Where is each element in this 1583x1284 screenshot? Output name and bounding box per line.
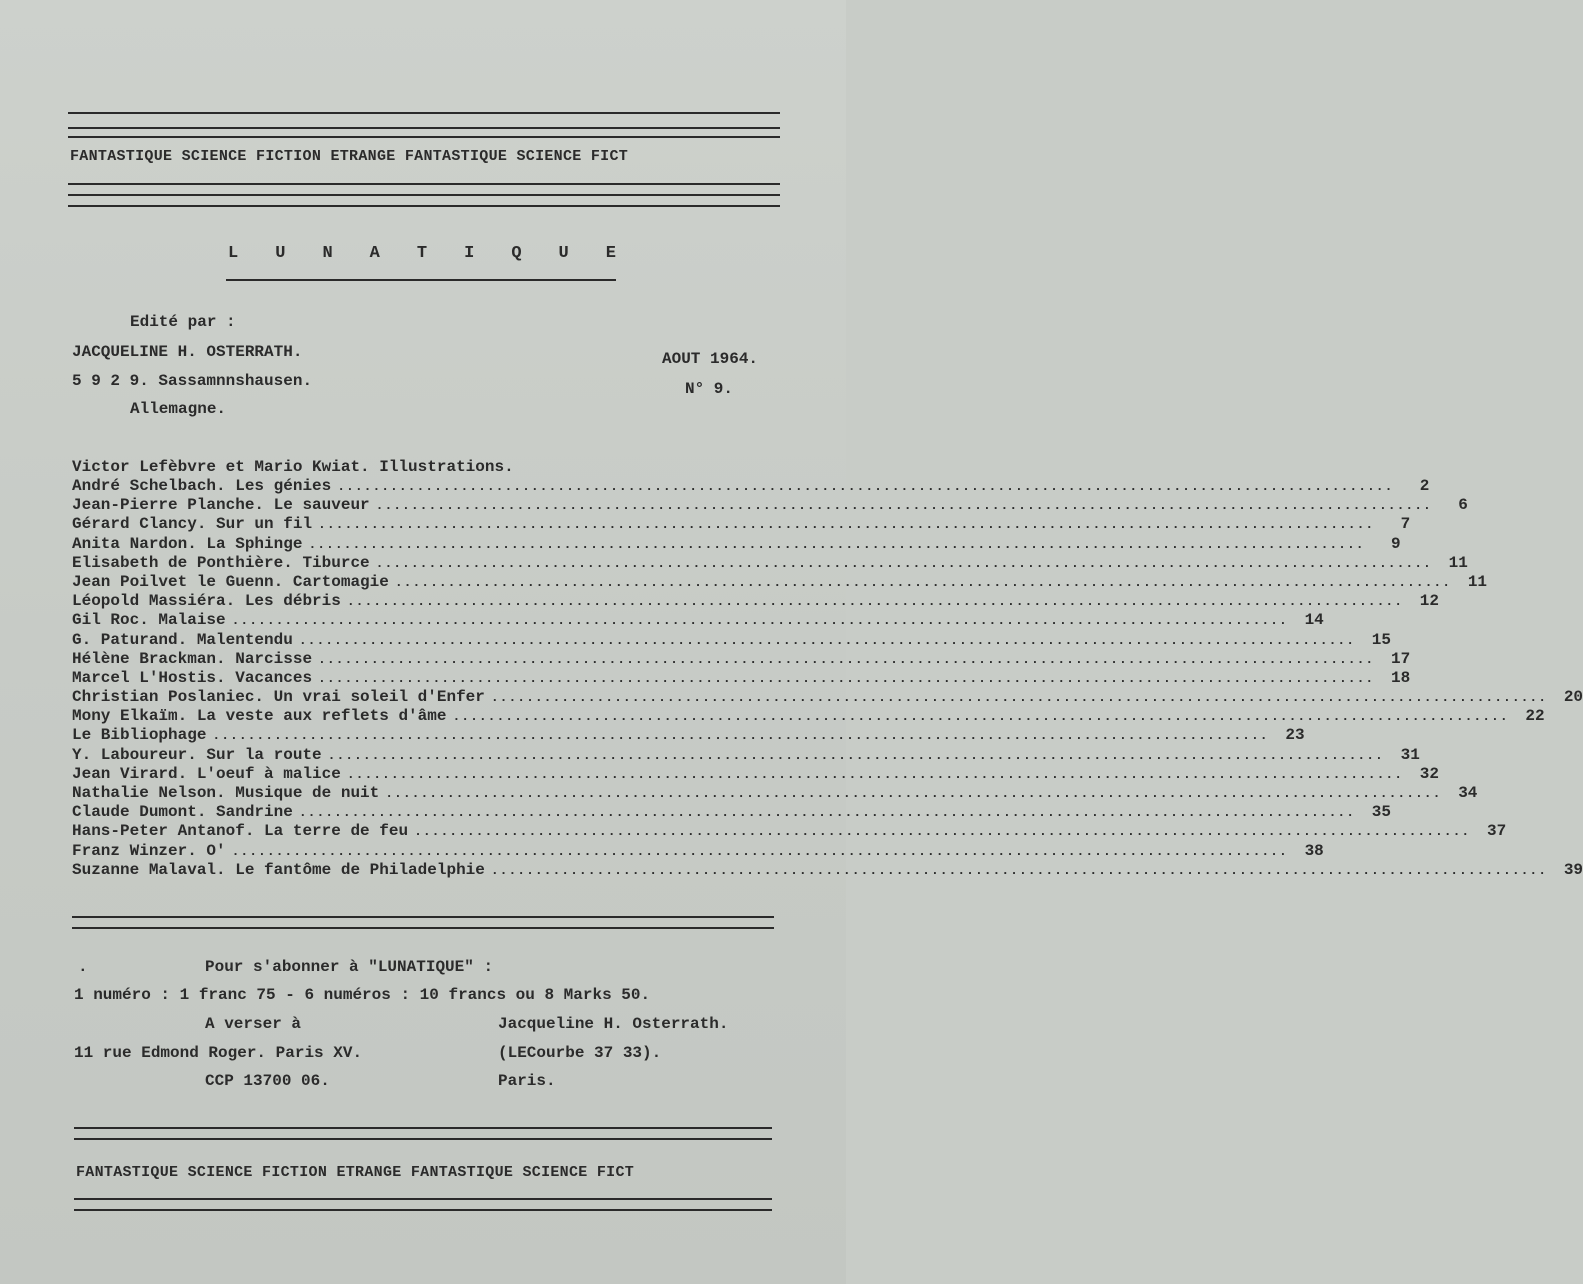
magazine-title — [228, 244, 616, 263]
toc-entry — [72, 611, 1324, 630]
edited-by-label: Edité par : — [130, 313, 236, 331]
toc-entry-title: Jean-Pierre Planche. Le sauveur — [72, 496, 370, 515]
toc-entry — [72, 534, 1401, 554]
toc-entry — [72, 630, 1391, 650]
mid-rule-2 — [72, 927, 774, 929]
toc-entry-page: 6 — [1458, 496, 1468, 515]
title-letter: E — [605, 244, 616, 263]
subscribe-heading: Pour s'abonner à "LUNATIQUE" : — [205, 958, 494, 976]
toc-entry-title: Anita Nardon. La Sphinge — [72, 534, 303, 553]
toc-entry-page: 17 — [1391, 649, 1411, 668]
toc-entry-title: Franz Winzer. O' — [72, 841, 226, 860]
toc-entry-page: 15 — [1371, 630, 1391, 649]
toc-entry-title: Léopold Massiéra. Les débris — [72, 592, 341, 611]
toc-entry-page: 38 — [1304, 841, 1324, 860]
toc-entry — [72, 668, 1411, 688]
subscribe-pay-to: A verser à — [205, 1015, 302, 1033]
toc-entry — [72, 726, 1305, 745]
toc-entry — [72, 572, 1488, 592]
toc-entry-page: 7 — [1400, 515, 1411, 534]
toc-entry-page: 14 — [1304, 611, 1324, 630]
bottom-banner: FANTASTIQUE SCIENCE FICTION ETRANGE FANTASTIQUE SCIENCE FICT — [76, 1164, 635, 1181]
toc-entry — [72, 592, 1439, 611]
subscribe-street: 11 rue Edmond Roger. Paris XV. — [74, 1044, 363, 1062]
top-rule-4 — [68, 183, 780, 185]
top-rule-3 — [68, 136, 780, 138]
toc-leader-dots: ........................................................................................................................ — [490, 690, 1548, 706]
toc-entry — [72, 515, 1411, 534]
toc-entry-page: 34 — [1458, 784, 1478, 802]
subscribe-prices: 1 numéro : 1 franc 75 - 6 numéros : 10 francs ou 8 Marks 50. — [74, 986, 651, 1004]
toc-leader-dots: ........................................................................................................................ — [231, 613, 1288, 629]
toc-entry — [72, 707, 1545, 726]
subscribe-recipient: Jacqueline H. Osterrath. — [498, 1015, 729, 1033]
title-letter: T — [416, 244, 428, 263]
toc-entry — [72, 688, 1583, 707]
title-underline — [226, 279, 616, 281]
toc-entry-page: 20 — [1563, 688, 1583, 707]
toc-entry-title: G. Paturand. Malentendu — [72, 630, 293, 649]
top-rule-5 — [68, 194, 780, 196]
toc-leader-dots: ........................................................................................................................ — [327, 747, 1384, 763]
subscribe-phone: (LECourbe 37 33). — [498, 1044, 662, 1062]
toc-entry-page: 11 — [1467, 572, 1488, 591]
table-of-contents — [72, 458, 1583, 880]
toc-entry-page: 31 — [1400, 745, 1420, 764]
toc-entry-title: Gérard Clancy. Sur un fil — [72, 515, 313, 534]
title-letter: L — [228, 244, 239, 263]
toc-leader-dots: ........................................................................................................................ — [452, 709, 1509, 725]
toc-entry-page: 2 — [1419, 477, 1430, 495]
issue-number: N° 9. — [685, 380, 734, 398]
toc-entry-page: 32 — [1419, 764, 1439, 783]
toc-entry-title: Christian Poslaniec. Un vrai soleil d'Enfer — [72, 688, 485, 707]
toc-entry-page: 39 — [1563, 860, 1583, 879]
toc-entry — [72, 477, 1430, 496]
toc-entry — [72, 496, 1468, 515]
publisher-country: Allemagne. — [130, 400, 227, 418]
bottom-rule-2 — [74, 1138, 772, 1140]
toc-entry-page: 9 — [1390, 534, 1401, 553]
toc-entry — [72, 764, 1439, 784]
toc-entry-page: 37 — [1487, 822, 1507, 841]
toc-leader-dots: ........................................................................................................................ — [394, 574, 1452, 590]
toc-entry-title: André Schelbach. Les génies — [72, 477, 332, 495]
toc-entry — [72, 553, 1468, 573]
toc-leader-dots: ........................................................................................................................ — [385, 786, 1442, 801]
toc-leader-dots: ........................................................................................................................ — [318, 651, 1375, 667]
publisher-address: 5 9 2 9. Sassamnnshausen. — [72, 372, 313, 390]
toc-entry-title: Jean Poilvet le Guenn. Cartomagie — [72, 572, 389, 591]
toc-leader-dots: ........................................................................................................................ — [490, 862, 1548, 878]
toc-entry-title: Nathalie Nelson. Musique de nuit — [72, 784, 380, 802]
toc-entry-page: 23 — [1285, 726, 1305, 745]
toc-entry — [72, 784, 1478, 803]
toc-leader-dots: ........................................................................................................................ — [346, 766, 1403, 782]
toc-leader-dots: ........................................................................................................................ — [414, 824, 1471, 840]
publisher-name: JACQUELINE H. OSTERRATH. — [72, 343, 303, 361]
toc-entry-title: Marcel L'Hostis. Vacances — [72, 668, 313, 687]
toc-entry-title: Suzanne Malaval. Le fantôme de Philadelphie — [72, 860, 485, 879]
toc-entry — [72, 745, 1420, 765]
title-letter: Q — [511, 244, 522, 263]
top-banner: FANTASTIQUE SCIENCE FICTION ETRANGE FANTASTIQUE SCIENCE FICT — [70, 148, 629, 165]
toc-entry — [72, 841, 1324, 861]
toc-entry-title: Elisabeth de Ponthière. Tiburce — [72, 553, 370, 572]
toc-leader-dots: ........................................................................................................................ — [231, 843, 1288, 859]
toc-leader-dots: ........................................................................................................................ — [337, 479, 1394, 494]
title-letter: N — [322, 244, 333, 263]
toc-entry-page: 35 — [1371, 803, 1391, 822]
top-rule-2 — [68, 127, 780, 129]
toc-entry-page: 12 — [1419, 592, 1439, 611]
toc-entry — [72, 803, 1391, 822]
issue-date: AOUT 1964. — [662, 350, 759, 368]
toc-leader-dots: ........................................................................................................................ — [308, 536, 1365, 552]
top-rule-1 — [68, 112, 780, 114]
toc-leader-dots: ........................................................................................................................ — [375, 555, 1432, 571]
subscribe-bullet: . — [78, 958, 88, 976]
toc-entry-title: Mony Elkaïm. La veste aux reflets d'âme — [72, 707, 447, 726]
toc-entry — [72, 649, 1411, 669]
toc-illustrations: Victor Lefèbvre et Mario Kwiat. Illustrations. — [72, 458, 514, 476]
bottom-rule-4 — [74, 1209, 772, 1211]
title-letter: U — [558, 244, 569, 263]
toc-entry — [72, 860, 1583, 880]
toc-leader-dots: ........................................................................................................................ — [318, 670, 1375, 686]
toc-entry-title: Y. Laboureur. Sur la route — [72, 745, 322, 764]
toc-leader-dots: ........................................................................................................................ — [375, 498, 1432, 514]
toc-leader-dots: ........................................................................................................................ — [298, 632, 1355, 648]
toc-entry-page: 18 — [1391, 668, 1411, 687]
top-rule-6 — [68, 205, 780, 207]
toc-entry-title: Claude Dumont. Sandrine — [72, 803, 293, 822]
toc-entry-title: Gil Roc. Malaise — [72, 611, 226, 630]
mid-rule-1 — [72, 916, 774, 918]
toc-leader-dots: ........................................................................................................................ — [318, 517, 1375, 533]
toc-leader-dots: ........................................................................................................................ — [298, 805, 1355, 821]
title-letter: A — [369, 244, 380, 263]
toc-leader-dots: ........................................................................................................................ — [346, 594, 1403, 610]
title-letter: I — [464, 244, 475, 263]
toc-entry-page: 22 — [1525, 707, 1545, 726]
toc-entry-title: Le Bibliophage — [72, 726, 207, 745]
toc-entry — [72, 822, 1507, 841]
toc-entry-title: Hélène Brackman. Narcisse — [72, 649, 313, 668]
toc-entry-title: Hans-Peter Antanof. La terre de feu — [72, 822, 409, 841]
title-letter: U — [275, 244, 286, 263]
bottom-rule-1 — [74, 1127, 772, 1129]
toc-entry-title: Jean Virard. L'oeuf à malice — [72, 764, 341, 783]
toc-entry-page: 11 — [1448, 553, 1468, 572]
subscribe-ccp: CCP 13700 06. — [205, 1072, 330, 1090]
subscribe-city: Paris. — [498, 1072, 556, 1090]
toc-leader-dots: ........................................................................................................................ — [212, 728, 1269, 744]
bottom-rule-3 — [74, 1198, 772, 1200]
